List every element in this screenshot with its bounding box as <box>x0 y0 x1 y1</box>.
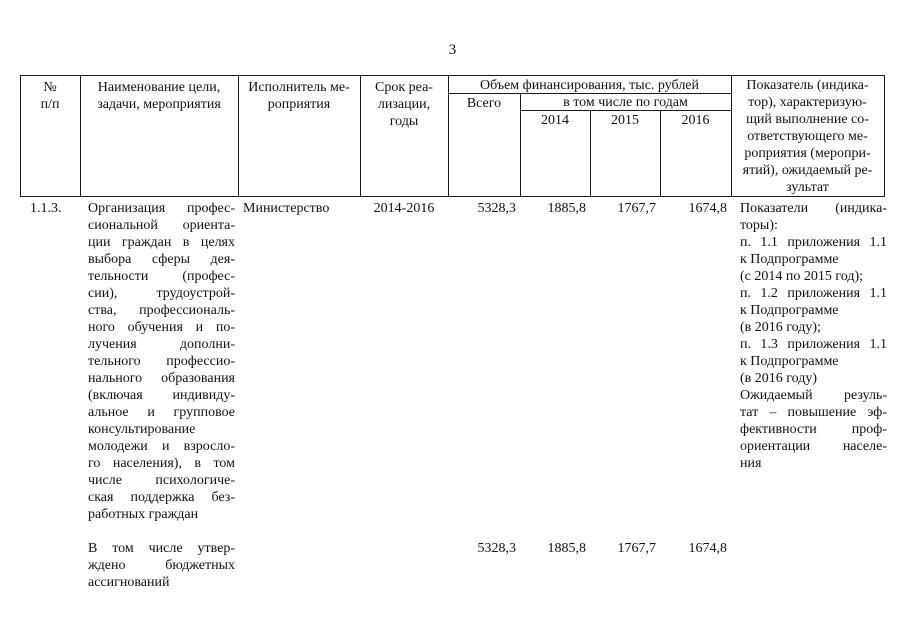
header-indicator: Показатель (индика- тор), характеризую- щий выполнение со- ответствующего ме- роприятия (меропри- ятий), ожидаемый ре- зультат <box>742 78 873 195</box>
row-name-line: ства, профессиональ- <box>88 303 235 318</box>
header-by-years: в том числе по годам <box>563 95 688 110</box>
row-name-line: консультирование <box>88 422 196 437</box>
subrow-2015: 1767,7 <box>617 541 656 556</box>
row-indicator-line: (в 2016 году) <box>740 371 818 386</box>
row-indicator-line: тат – повышение эф- <box>740 405 887 420</box>
table-right-border <box>884 75 885 197</box>
row-name-line: выбора сферы дея- <box>88 252 235 267</box>
row-indicator-line: торы): <box>740 218 778 233</box>
row-2014: 1885,8 <box>547 201 586 216</box>
row-name-line: молодежи и взросло- <box>88 439 235 454</box>
row-indicator-line: п. 1.2 приложения 1.1 <box>740 286 887 301</box>
header-bottom-border <box>20 196 884 197</box>
row-term: 2014-2016 <box>373 201 435 216</box>
header-year-2014: 2014 <box>541 113 569 128</box>
table-top-border <box>20 75 884 76</box>
header-funding: Объем финансирования, тыс. рублей <box>479 78 700 93</box>
header-year-2015: 2015 <box>611 113 639 128</box>
row-indicator-line: к Подпрограмме <box>740 354 839 369</box>
subrow-name <box>88 540 235 591</box>
subrow-2016: 1674,8 <box>688 541 727 556</box>
row-name-line: альное и групповое <box>88 405 235 420</box>
row-num: 1.1.3. <box>30 201 62 216</box>
header-term: Срок реа- лизации, годы <box>375 80 433 129</box>
row-name-line: нального образования <box>88 371 235 386</box>
row-total: 5328,3 <box>477 201 516 216</box>
row-indicator-line: Ожидаемый резуль- <box>740 388 887 403</box>
row-name-line: ного обучения и по- <box>88 320 235 335</box>
row-name-line: числе психологиче- <box>88 473 235 488</box>
row-name-line: го населения), в том <box>88 456 235 471</box>
page-number: 3 <box>448 42 457 58</box>
row-indicator-line: к Подпрограмме <box>740 303 839 318</box>
row-indicator-line: ния <box>740 456 762 471</box>
row-indicator-line: Показатели (индика- <box>740 201 887 216</box>
row-name <box>88 200 235 523</box>
row-2016: 1674,8 <box>688 201 727 216</box>
subrow-total: 5328,3 <box>477 541 516 556</box>
row-name-line: ции граждан в целях <box>88 235 235 250</box>
row-name-line: Организация профес- <box>88 201 235 216</box>
header-year-2016: 2016 <box>681 113 710 128</box>
row-indicator-line: ориентации населе- <box>740 439 887 454</box>
row-name-line: ская поддержка без- <box>88 490 235 505</box>
header-name: Наименование цели, задачи, мероприятия <box>97 80 221 112</box>
row-name-line: тельного профессио- <box>88 354 235 369</box>
subrow-2014: 1885,8 <box>547 541 586 556</box>
header-total: Всего <box>466 96 502 111</box>
row-indicator-line: фективности проф- <box>740 422 887 437</box>
header-num: № п/п <box>40 80 60 112</box>
row-indicator-line: п. 1.1 приложения 1.1 <box>740 235 887 250</box>
row-indicator-line: (с 2014 по 2015 год); <box>740 269 864 284</box>
row-name-line: сии), трудоустрой- <box>88 286 235 301</box>
row-name-line: работных граждан <box>88 507 199 522</box>
row-name-line: тельности (профес- <box>88 269 235 284</box>
subrow-name-line: ассигнований <box>88 575 170 590</box>
header-executor: Исполнитель ме- роприятия <box>248 80 350 112</box>
row-2015: 1767,7 <box>617 201 656 216</box>
row-name-line: (включая индивиду- <box>88 388 235 403</box>
row-executor: Министерство <box>243 201 330 216</box>
row-name-line: лучения дополни- <box>88 337 235 352</box>
row-indicator-line: к Подпрограмме <box>740 252 839 267</box>
row-indicator-line: п. 1.3 приложения 1.1 <box>740 337 887 352</box>
subrow-name-line: В том числе утвер- <box>88 541 235 556</box>
row-indicator <box>740 200 887 472</box>
row-name-line: сиональной ориента- <box>88 218 235 233</box>
row-indicator-line: (в 2016 году); <box>740 320 821 335</box>
subrow-name-line: ждено бюджетных <box>88 558 235 573</box>
